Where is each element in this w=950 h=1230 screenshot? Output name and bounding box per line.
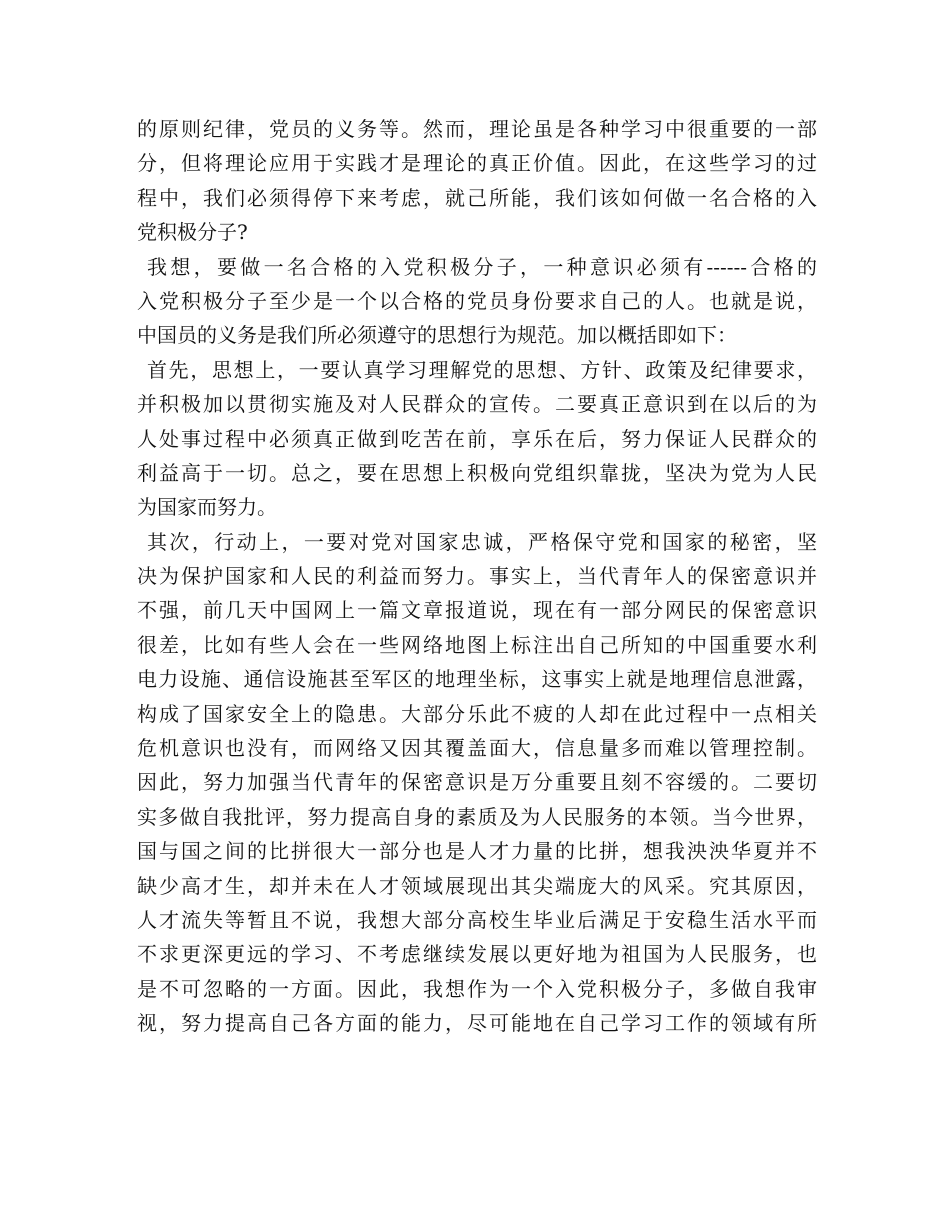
text-line: 构成了国家安全上的隐患。大部分乐此不疲的人却在此过程中一点相关: [137, 701, 817, 726]
text-line: 不求更深更远的学习、不考虑继续发展以更好地为祖国为人民服务，也: [137, 942, 817, 967]
text-line: 视，努力提高自己各方面的能力，尽可能地在自己学习工作的领域有所: [137, 1011, 817, 1036]
text-line: 分，但将理论应用于实践才是理论的真正价值。因此，在这些学习的过: [137, 151, 817, 176]
text-line: 利益高于一切。总之，要在思想上积极向党组织靠拢，坚决为党为人民: [137, 460, 817, 485]
text-line: 并积极加以贯彻实施及对人民群众的宣传。二要真正意识到在以后的为: [137, 392, 817, 417]
text-line: 危机意识也没有，而网络又因其覆盖面大，信息量多而难以管理控制。: [137, 736, 817, 761]
text-line: 很差，比如有些人会在一些网络地图上标注出自己所知的中国重要水利: [137, 632, 817, 657]
text-line: 中国员的义务是我们所必须遵守的思想行为规范。加以概括即如下：: [137, 323, 737, 348]
text-line: 不强，前几天中国网上一篇文章报道说，现在有一部分网民的保密意识: [137, 598, 817, 623]
text-line: 的原则纪律，党员的义务等。然而，理论虽是各种学习中很重要的一部: [137, 117, 817, 141]
text-line: 其次，行动上，一要对党对国家忠诚，严格保守党和国家的秘密，坚: [147, 529, 817, 554]
text-line: 人才流失等暂且不说，我想大部分高校生毕业后满足于安稳生活水平而: [137, 907, 817, 932]
text-line: 我想，要做一名合格的入党积极分子，一种意识必须有------合格的: [147, 254, 817, 279]
text-line: 首先，思想上，一要认真学习理解党的思想、方针、政策及纪律要求，: [147, 357, 817, 382]
text-line: 国与国之间的比拼很大一部分也是人才力量的比拼，想我泱泱华夏并不: [137, 839, 817, 864]
text-line: 因此，努力加强当代青年的保密意识是万分重要且刻不容缓的。二要切: [137, 770, 817, 795]
text-line: 决为保护国家和人民的利益而努力。事实上，当代青年人的保密意识并: [137, 564, 817, 589]
document-body: [137, 112, 817, 1041]
text-line: 党积极分子?: [137, 220, 248, 245]
text-line: 是不可忽略的一方面。因此，我想作为一个入党积极分子，多做自我审: [137, 976, 817, 1001]
text-line: 实多做自我批评，努力提高自身的素质及为人民服务的本领。当今世界，: [137, 804, 817, 829]
text-line: 程中，我们必须得停下来考虑，就己所能，我们该如何做一名合格的入: [137, 185, 817, 210]
text-line: 人处事过程中必须真正做到吃苦在前，享乐在后，努力保证人民群众的: [137, 426, 817, 451]
text-line: 缺少高才生，却并未在人才领域展现出其尖端庞大的风采。究其原因，: [137, 873, 817, 898]
text-line: 为国家而努力。: [137, 495, 277, 520]
text-line: 电力设施、通信设施甚至军区的地理坐标，这事实上就是地理信息泄露，: [137, 667, 817, 692]
text-line: 入党积极分子至少是一个以合格的党员身份要求自己的人。也就是说，: [137, 288, 817, 313]
